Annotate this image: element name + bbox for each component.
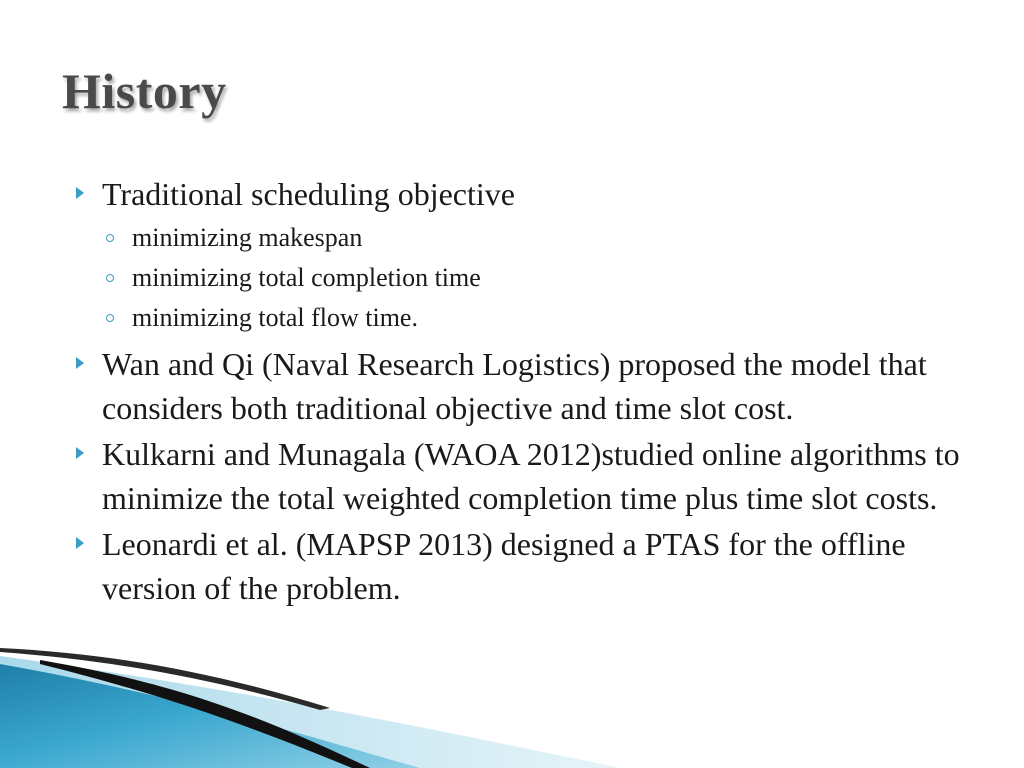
- bullet-list: [72, 172, 972, 612]
- triangle-right-icon: [76, 357, 84, 369]
- decorative-swoosh: [0, 638, 1024, 768]
- bullet-item: [72, 432, 972, 520]
- triangle-right-icon: [76, 187, 84, 199]
- bullet-text: Kulkarni and Munagala (WAOA 2012)studied online algorithms to minimize the total weighted completion time plus time slot costs.: [102, 436, 960, 516]
- slide-title: History: [62, 63, 227, 119]
- bullet-item: [72, 342, 972, 430]
- sub-bullet-item: [72, 258, 972, 298]
- bullet-text: Traditional scheduling objective: [102, 176, 515, 212]
- sub-bullet-item: [72, 298, 972, 338]
- sub-bullet-text: minimizing total flow time.: [132, 303, 418, 332]
- hollow-circle-icon: [106, 234, 114, 242]
- bullet-item: [72, 172, 972, 216]
- hollow-circle-icon: [106, 314, 114, 322]
- triangle-right-icon: [76, 447, 84, 459]
- bullet-item: [72, 522, 972, 610]
- sub-bullet-item: [72, 218, 972, 258]
- sub-bullet-text: minimizing makespan: [132, 223, 363, 252]
- bullet-text: Wan and Qi (Naval Research Logistics) proposed the model that considers both traditional objective and time slot cost.: [102, 346, 927, 426]
- sub-bullet-text: minimizing total completion time: [132, 263, 481, 292]
- triangle-right-icon: [76, 537, 84, 549]
- bullet-text: Leonardi et al. (MAPSP 2013) designed a PTAS for the offline version of the problem.: [102, 526, 906, 606]
- hollow-circle-icon: [106, 274, 114, 282]
- sub-bullet-list: [72, 218, 972, 338]
